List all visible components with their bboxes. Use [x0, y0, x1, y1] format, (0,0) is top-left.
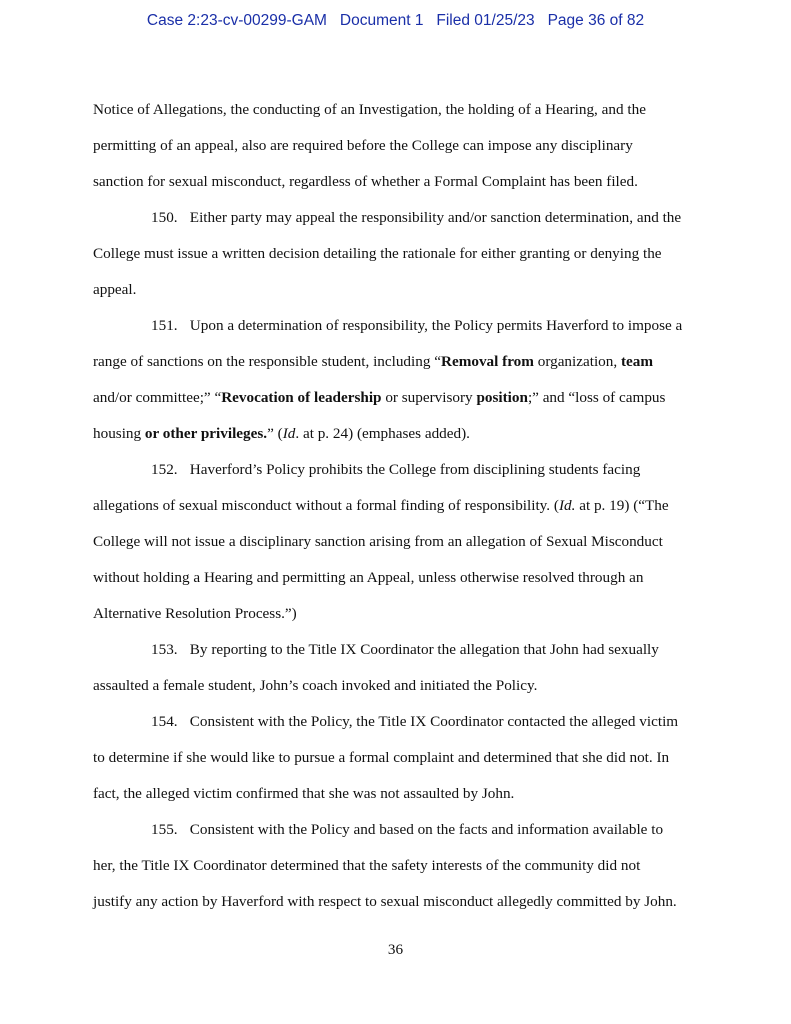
text-span: Upon a determination of responsibility, the Policy permits Haverford to impose a — [189, 317, 683, 334]
text-span: range of sanctions on the responsible student, including “ — [93, 353, 441, 370]
text-line: justify any action by Haverford with respect to sexual misconduct allegedly committed by John. — [93, 893, 677, 910]
citation-id: Id — [282, 425, 296, 442]
emphasis: Revocation of leadership — [221, 389, 382, 406]
paragraph-number: 153. — [151, 641, 178, 658]
text-span: allegations of sexual misconduct without a formal finding of responsibility. ( — [93, 497, 559, 514]
text-line: her, the Title IX Coordinator determined that the safety interests of the community did not — [93, 857, 641, 874]
text-line — [93, 308, 693, 344]
text-line: permitting of an appeal, also are required before the College can impose any disciplinary — [93, 137, 633, 154]
paragraph-153 — [93, 632, 693, 704]
paragraph-number: 151. — [151, 317, 178, 334]
text-line: sanction for sexual misconduct, regardless of whether a Formal Complaint has been filed. — [93, 173, 638, 190]
text-span: Consistent with the Policy, the Title IX Coordinator contacted the alleged victim — [189, 713, 679, 730]
text-span: organization, — [533, 353, 621, 370]
emphasis: position — [476, 389, 528, 406]
case-number: Case 2:23-cv-00299-GAM — [146, 12, 327, 29]
paragraph-number: 155. — [151, 821, 178, 838]
ecf-header — [0, 12, 791, 30]
filed-date: Filed 01/25/23 — [436, 12, 535, 29]
emphasis: or other privileges. — [144, 425, 268, 442]
paragraph-number: 154. — [151, 713, 178, 730]
paragraph-151 — [93, 308, 693, 452]
text-line — [93, 452, 693, 488]
page-number: 36 — [387, 941, 404, 958]
text-line — [93, 200, 693, 236]
paragraph-152 — [93, 452, 693, 632]
text-span: By reporting to the Title IX Coordinator the allegation that John had sexually — [189, 641, 659, 658]
paragraph-155 — [93, 812, 693, 920]
text-span: ” ( — [267, 425, 283, 442]
text-line — [93, 380, 693, 416]
text-span: . at p. 24) (emphases added). — [295, 425, 470, 442]
paragraph-number: 152. — [151, 461, 178, 478]
text-line: College will not issue a disciplinary sanction arising from an allegation of Sexual Misconduct — [93, 533, 663, 550]
text-span: ;” and “loss of campus — [527, 389, 666, 406]
text-line: Alternative Resolution Process.”) — [93, 605, 297, 622]
text-span: or supervisory — [381, 389, 477, 406]
text-line: assaulted a female student, John’s coach invoked and initiated the Policy. — [93, 677, 538, 694]
text-line — [93, 488, 693, 524]
text-line: fact, the alleged victim confirmed that she was not assaulted by John. — [93, 785, 515, 802]
text-line — [93, 416, 693, 452]
paragraph-number: 150. — [151, 209, 178, 226]
page-indicator: Page 36 of 82 — [547, 12, 645, 29]
emphasis: team — [620, 353, 653, 370]
text-line: appeal. — [93, 281, 137, 298]
text-span: at p. 19) (“The — [575, 497, 669, 514]
document-number: Document 1 — [339, 12, 424, 29]
text-line: College must issue a written decision detailing the rationale for either granting or denying the — [93, 245, 662, 262]
text-line — [93, 812, 693, 848]
text-span: and/or committee;” “ — [93, 389, 222, 406]
text-line — [93, 704, 693, 740]
text-span: Consistent with the Policy and based on the facts and information available to — [189, 821, 664, 838]
text-line — [93, 632, 693, 668]
text-line: to determine if she would like to pursue a formal complaint and determined that she did not. In — [93, 749, 670, 766]
document-body — [93, 92, 693, 920]
paragraph-continuation — [93, 92, 693, 200]
emphasis: Removal from — [440, 353, 534, 370]
text-line — [93, 344, 693, 380]
citation-id: Id. — [558, 497, 576, 514]
text-span: housing — [93, 425, 145, 442]
text-line: Notice of Allegations, the conducting of an Investigation, the holding of a Hearing, and the — [93, 101, 646, 118]
text-span: Either party may appeal the responsibility and/or sanction determination, and the — [189, 209, 682, 226]
text-line: without holding a Hearing and permitting an Appeal, unless otherwise resolved through an — [93, 569, 644, 586]
paragraph-150 — [93, 200, 693, 308]
paragraph-154 — [93, 704, 693, 812]
text-span: Haverford’s Policy prohibits the College from disciplining students facing — [189, 461, 641, 478]
